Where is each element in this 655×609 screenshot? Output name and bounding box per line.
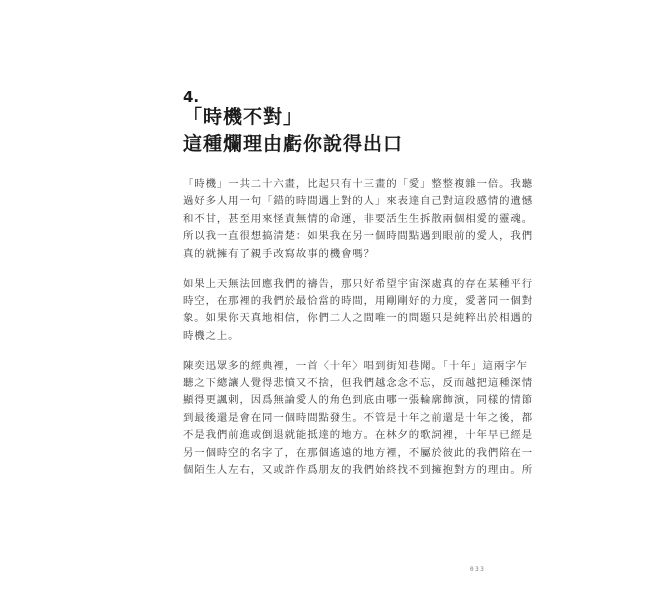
text-line: 到最後還是會在同一個時間點發生。不管是十年之前還是十年之後，都 xyxy=(183,411,534,424)
text-line: 時空，在那裡的我們於最恰當的時間，用剛剛好的力度，愛著同一個對 xyxy=(183,294,534,307)
text-line: 真的就擁有了親手改寫故事的機會嗎？ xyxy=(183,247,375,260)
page-number: 033 xyxy=(470,566,486,573)
paragraph-1 xyxy=(183,176,534,263)
text-line: 不是我們前進或倒退就能抵達的地方。在林夕的歌詞裡，十年早已經是 xyxy=(183,429,534,442)
chapter-title-line: 「時機不對」 xyxy=(183,106,304,128)
text-line: 過好多人用一句「錯的時間遇上對的人」來表達自己對這段感情的遺憾 xyxy=(183,195,534,208)
paragraph-3 xyxy=(183,358,534,480)
chapter-number: 4. xyxy=(183,88,200,106)
chapter-title-line: 這種爛理由虧你說得出口 xyxy=(183,133,404,155)
text-line: 陳奕迅眾多的經典裡，一首〈十年〉唱到街知巷聞。「十年」這兩字乍 xyxy=(183,359,528,372)
chapter-title xyxy=(183,104,403,158)
paragraph-2 xyxy=(183,276,534,346)
text-line: 聽之下總讓人覺得悲憤又不捨，但我們越念念不忘，反而越把這種深情 xyxy=(183,377,534,390)
text-line: 如果上天無法回應我們的禱告，那只好希望宇宙深處真的存在某種平行 xyxy=(183,277,534,290)
text-line: 個陌生人左右，又或許作爲朋友的我們始終找不到擁抱對方的理由。所 xyxy=(183,464,534,477)
text-line: 時機之上。 xyxy=(183,329,240,342)
text-line: 象。如果你天真地相信，你們二人之間唯一的問題只是純粹出於相遇的 xyxy=(183,312,534,325)
text-line: 顯得更諷刺，因爲無論愛人的角色到底由哪一張輪廓飾演，同樣的情節 xyxy=(183,394,534,407)
text-line: 和不甘，甚至用來怪責無情的命運，非要活生生拆散兩個相愛的靈魂。 xyxy=(183,212,534,225)
text-line: 另一個時空的名字了，在那個遙遠的地方裡，不屬於彼此的我們陪在一 xyxy=(183,446,534,459)
chapter-body xyxy=(183,176,534,492)
text-line: 「時機」一共二十六畫，比起只有十三畫的「愛」整整複雜一倍。我聽 xyxy=(183,178,534,190)
text-line: 所以我一直很想搞清楚：如果我在另一個時間點遇到眼前的愛人，我們 xyxy=(183,230,534,243)
